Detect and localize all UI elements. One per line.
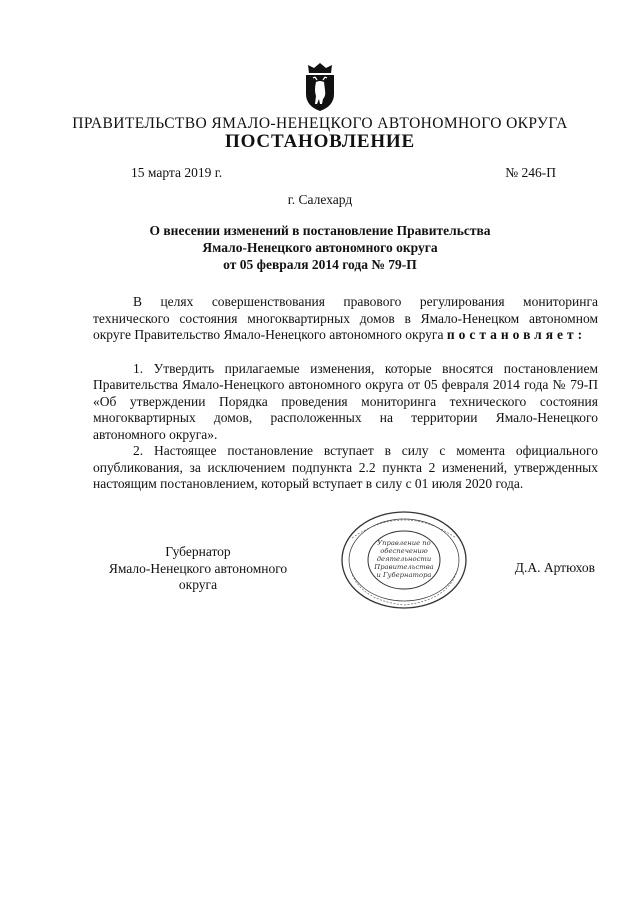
stamp-text-line: обеспечению [380,547,428,555]
stamp-text-line: деятельности [376,555,432,563]
organization-name: ПРАВИТЕЛЬСТВО ЯМАЛО-НЕНЕЦКОГО АВТОНОМНОГО ОКРУГА [72,115,568,132]
item-2-paragraph: 2. Настоящее постановление вступает в силу с момента официального опубликования, за исключением подпункта 2.2 пункта 2 изменений, утвержденных настоящим постановлением, который вступает в силу с 01 июля 2020 года. [93,443,598,491]
official-seal-stamp [336,508,472,612]
subject-line: от 05 февраля 2014 года № 79-П [223,257,417,272]
document-city: г. Салехард [287,192,353,207]
preamble-text: В целях совершенствования правового регулирования мониторинга технического состояния многоквартирных домов в Ямало-Ненецком автономном округе Правительство Ямало-Ненецкого автономного округа [93,294,598,342]
document-number: № 246-П [505,165,556,180]
stamp-text-line: Управление по [377,539,431,547]
signatory-name: Д.А. Артюхов [514,560,595,575]
signatory-title-line: Губернатор [165,544,231,559]
subject-line: Ямало-Ненецкого автономного округа [202,240,438,255]
coat-of-arms-emblem [300,62,340,112]
subject-line: О внесении изменений в постановление Правительства [149,223,491,238]
item-1-paragraph: 1. Утвердить прилагаемые изменения, которые вносятся постановлением Правительства Ямало-Ненецкого автономного округа от 05 февраля 2014 года № 79-П «Об утверждении Порядка проведения мониторинга технического состояния многоквартирных домов, расположенных на территории Ямало-Ненецкого автономного округа». [93,360,598,442]
stamp-text-line: и Губернатора [376,571,432,579]
document-body [93,294,598,493]
decree-word: постановляет: [446,327,587,342]
stamp-text-line: Правительства [374,563,434,571]
signatory-title-line: Ямало-Ненецкого автономного округа [108,560,288,592]
document-subject [0,222,640,273]
document-date: 15 марта 2019 г. [131,165,223,180]
preamble-paragraph [93,294,598,344]
document-type: ПОСТАНОВЛЕНИЕ [225,131,415,152]
signatory-title [93,544,303,594]
